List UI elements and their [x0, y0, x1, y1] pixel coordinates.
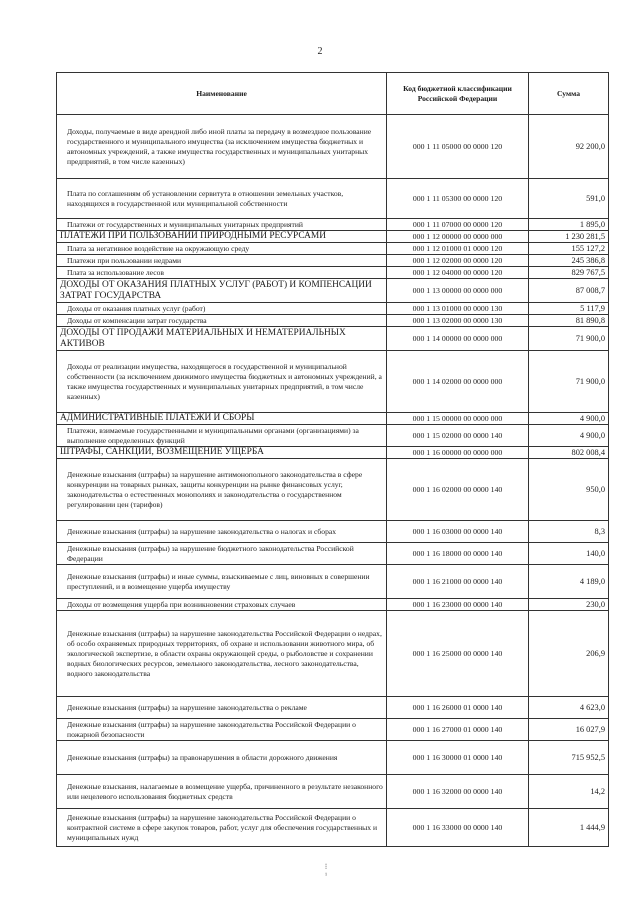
sum-cell: 140,0	[529, 543, 609, 565]
budget-code-cell: 000 1 11 07000 00 0000 120	[387, 219, 529, 231]
page-number: 2	[317, 46, 323, 57]
budget-code-cell: 000 1 16 02000 00 0000 140	[387, 459, 529, 521]
budget-code-cell: 000 1 15 00000 00 0000 000	[387, 413, 529, 425]
section-name-cell: АДМИНИСТРАТИВНЫЕ ПЛАТЕЖИ И СБОРЫ	[57, 413, 387, 425]
item-name-cell: Денежные взыскания (штрафы) за нарушение законодательства Российской Федерации о контрактной системе в сфере закупок товаров, работ, услуг для обеспечения государственных и муниципальных нужд	[57, 809, 387, 847]
table-row	[57, 521, 609, 543]
table-row	[57, 741, 609, 775]
sum-cell: 5 117,9	[529, 303, 609, 315]
sum-cell: 155 127,2	[529, 243, 609, 255]
sum-cell: 1 444,9	[529, 809, 609, 847]
budget-code-cell: 000 1 14 00000 00 0000 000	[387, 327, 529, 351]
budget-code-cell: 000 1 15 02000 00 0000 140	[387, 425, 529, 447]
table-row	[57, 231, 609, 243]
budget-code-cell: 000 1 12 00000 00 0000 000	[387, 231, 529, 243]
item-name-cell: Платежи при пользовании недрами	[57, 255, 387, 267]
sum-cell: 71 900,0	[529, 327, 609, 351]
table-row	[57, 543, 609, 565]
sum-cell: 71 900,0	[529, 351, 609, 413]
sum-cell: 87 008,7	[529, 279, 609, 303]
budget-code-cell: 000 1 13 01000 00 0000 130	[387, 303, 529, 315]
sum-cell: 4 189,0	[529, 565, 609, 599]
budget-code-cell: 000 1 16 32000 00 0000 140	[387, 775, 529, 809]
budget-code-cell: 000 1 16 00000 00 0000 000	[387, 447, 529, 459]
budget-code-cell: 000 1 11 05000 00 0000 120	[387, 115, 529, 179]
item-name-cell: Денежные взыскания (штрафы) за нарушение законодательства Российской Федерации о пожарной безопасности	[57, 719, 387, 741]
table-row	[57, 279, 609, 303]
table-row	[57, 315, 609, 327]
table-row	[57, 267, 609, 279]
sum-cell: 8,3	[529, 521, 609, 543]
table-body	[57, 115, 609, 847]
sum-cell: 829 767,5	[529, 267, 609, 279]
sum-cell: 715 952,5	[529, 741, 609, 775]
header-name: Наименование	[57, 73, 387, 115]
item-name-cell: Денежные взыскания (штрафы) за нарушение законодательства Российской Федерации о недрах, об особо охраняемых природных территориях, об охране и использовании животного мира, об экологической экспертизе, в области охраны окружающей среды, о рыболовстве и сохранении водных биологических ресурсов, земельного законодательства, лесного законодательства, водного законодательства	[57, 611, 387, 697]
section-name-cell: ПЛАТЕЖИ ПРИ ПОЛЬЗОВАНИИ ПРИРОДНЫМИ РЕСУРСАМИ	[57, 231, 387, 243]
table-row	[57, 303, 609, 315]
budget-revenue-table	[56, 72, 609, 847]
budget-code-cell: 000 1 12 04000 00 0000 120	[387, 267, 529, 279]
budget-code-cell: 000 1 16 21000 00 0000 140	[387, 565, 529, 599]
table-row	[57, 179, 609, 219]
sum-cell: 4 900,0	[529, 413, 609, 425]
table-row	[57, 351, 609, 413]
item-name-cell: Плата за использование лесов	[57, 267, 387, 279]
table-row	[57, 565, 609, 599]
table-row	[57, 413, 609, 425]
sum-cell: 950,0	[529, 459, 609, 521]
sum-cell: 230,0	[529, 599, 609, 611]
table-header-row	[57, 73, 609, 115]
item-name-cell: Доходы от компенсации затрат государства	[57, 315, 387, 327]
header-sum: Сумма	[529, 73, 609, 115]
table-row	[57, 425, 609, 447]
item-name-cell: Денежные взыскания (штрафы) за нарушение законодательства о рекламе	[57, 697, 387, 719]
budget-code-cell: 000 1 16 27000 01 0000 140	[387, 719, 529, 741]
table-row	[57, 599, 609, 611]
budget-code-cell: 000 1 16 18000 00 0000 140	[387, 543, 529, 565]
table-row	[57, 115, 609, 179]
sum-cell: 1 895,0	[529, 219, 609, 231]
item-name-cell: Платежи, взимаемые государственными и муниципальными органами (организациями) за выполнение определенных функций	[57, 425, 387, 447]
scan-mark: ⁝ ⁱ	[324, 862, 328, 880]
table-row	[57, 809, 609, 847]
budget-code-cell: 000 1 16 25000 00 0000 140	[387, 611, 529, 697]
table-row	[57, 219, 609, 231]
section-name-cell: ШТРАФЫ, САНКЦИИ, ВОЗМЕЩЕНИЕ УЩЕРБА	[57, 447, 387, 459]
item-name-cell: Доходы от оказания платных услуг (работ)	[57, 303, 387, 315]
table-row	[57, 775, 609, 809]
sum-cell: 16 027,9	[529, 719, 609, 741]
budget-code-cell: 000 1 16 26000 01 0000 140	[387, 697, 529, 719]
item-name-cell: Денежные взыскания (штрафы) за нарушение законодательства о налогах и сборах	[57, 521, 387, 543]
table-row	[57, 255, 609, 267]
section-name-cell: ДОХОДЫ ОТ ОКАЗАНИЯ ПЛАТНЫХ УСЛУГ (РАБОТ) И КОМПЕНСАЦИИ ЗАТРАТ ГОСУДАРСТВА	[57, 279, 387, 303]
budget-code-cell: 000 1 16 33000 00 0000 140	[387, 809, 529, 847]
table-row	[57, 459, 609, 521]
table-row	[57, 697, 609, 719]
budget-code-cell: 000 1 16 30000 01 0000 140	[387, 741, 529, 775]
item-name-cell: Доходы от реализации имущества, находящегося в государственной и муниципальной собственности (за исключением движимого имущества бюджетных и автономных учреждений, а также имущества государственных и муниципальных унитарных предприятий, в том числе казенных)	[57, 351, 387, 413]
item-name-cell: Денежные взыскания (штрафы) за правонарушения в области дорожного движения	[57, 741, 387, 775]
sum-cell: 81 890,8	[529, 315, 609, 327]
sum-cell: 802 008,4	[529, 447, 609, 459]
budget-code-cell: 000 1 16 23000 00 0000 140	[387, 599, 529, 611]
budget-code-cell: 000 1 11 05300 00 0000 120	[387, 179, 529, 219]
table-row	[57, 243, 609, 255]
sum-cell: 206,9	[529, 611, 609, 697]
item-name-cell: Платежи от государственных и муниципальных унитарных предприятий	[57, 219, 387, 231]
budget-code-cell: 000 1 13 00000 00 0000 000	[387, 279, 529, 303]
budget-code-cell: 000 1 12 02000 00 0000 120	[387, 255, 529, 267]
budget-code-cell: 000 1 12 01000 01 0000 120	[387, 243, 529, 255]
budget-code-cell: 000 1 16 03000 00 0000 140	[387, 521, 529, 543]
item-name-cell: Доходы, получаемые в виде арендной либо иной платы за передачу в возмездное пользование государственного и муниципального имущества (за исключением имущества бюджетных и автономных учреждений, а также имущества государственных и муниципальных унитарных предприятий, в том числе казенных)	[57, 115, 387, 179]
table-row	[57, 719, 609, 741]
table-row	[57, 447, 609, 459]
sum-cell: 591,0	[529, 179, 609, 219]
item-name-cell: Плата за негативное воздействие на окружающую среду	[57, 243, 387, 255]
header-code: Код бюджетной классификации Российской Федерации	[387, 73, 529, 115]
budget-code-cell: 000 1 13 02000 00 0000 130	[387, 315, 529, 327]
sum-cell: 4 623,0	[529, 697, 609, 719]
item-name-cell: Денежные взыскания (штрафы) за нарушение антимонопольного законодательства в сфере конкуренции на товарных рынках, защиты конкуренции на рынке финансовых услуг, законодательства о естественных монополиях и законодательства о государственном регулировании цен (тарифов)	[57, 459, 387, 521]
budget-code-cell: 000 1 14 02000 00 0000 000	[387, 351, 529, 413]
sum-cell: 245 386,8	[529, 255, 609, 267]
table-row	[57, 611, 609, 697]
sum-cell: 92 200,0	[529, 115, 609, 179]
sum-cell: 4 900,0	[529, 425, 609, 447]
item-name-cell: Доходы от возмещения ущерба при возникновении страховых случаев	[57, 599, 387, 611]
item-name-cell: Денежные взыскания (штрафы) за нарушение бюджетного законодательства Российской Федерации	[57, 543, 387, 565]
sum-cell: 14,2	[529, 775, 609, 809]
item-name-cell: Плата по соглашениям об установлении сервитута в отношении земельных участков, находящихся в государственной или муниципальной собственности	[57, 179, 387, 219]
table-row	[57, 327, 609, 351]
sum-cell: 1 230 281,5	[529, 231, 609, 243]
section-name-cell: ДОХОДЫ ОТ ПРОДАЖИ МАТЕРИАЛЬНЫХ И НЕМАТЕРИАЛЬНЫХ АКТИВОВ	[57, 327, 387, 351]
item-name-cell: Денежные взыскания, налагаемые в возмещение ущерба, причиненного в результате незаконного или нецелевого использования бюджетных средств	[57, 775, 387, 809]
item-name-cell: Денежные взыскания (штрафы) и иные суммы, взыскиваемые с лиц, виновных в совершении преступлений, и в возмещение ущерба имуществу	[57, 565, 387, 599]
